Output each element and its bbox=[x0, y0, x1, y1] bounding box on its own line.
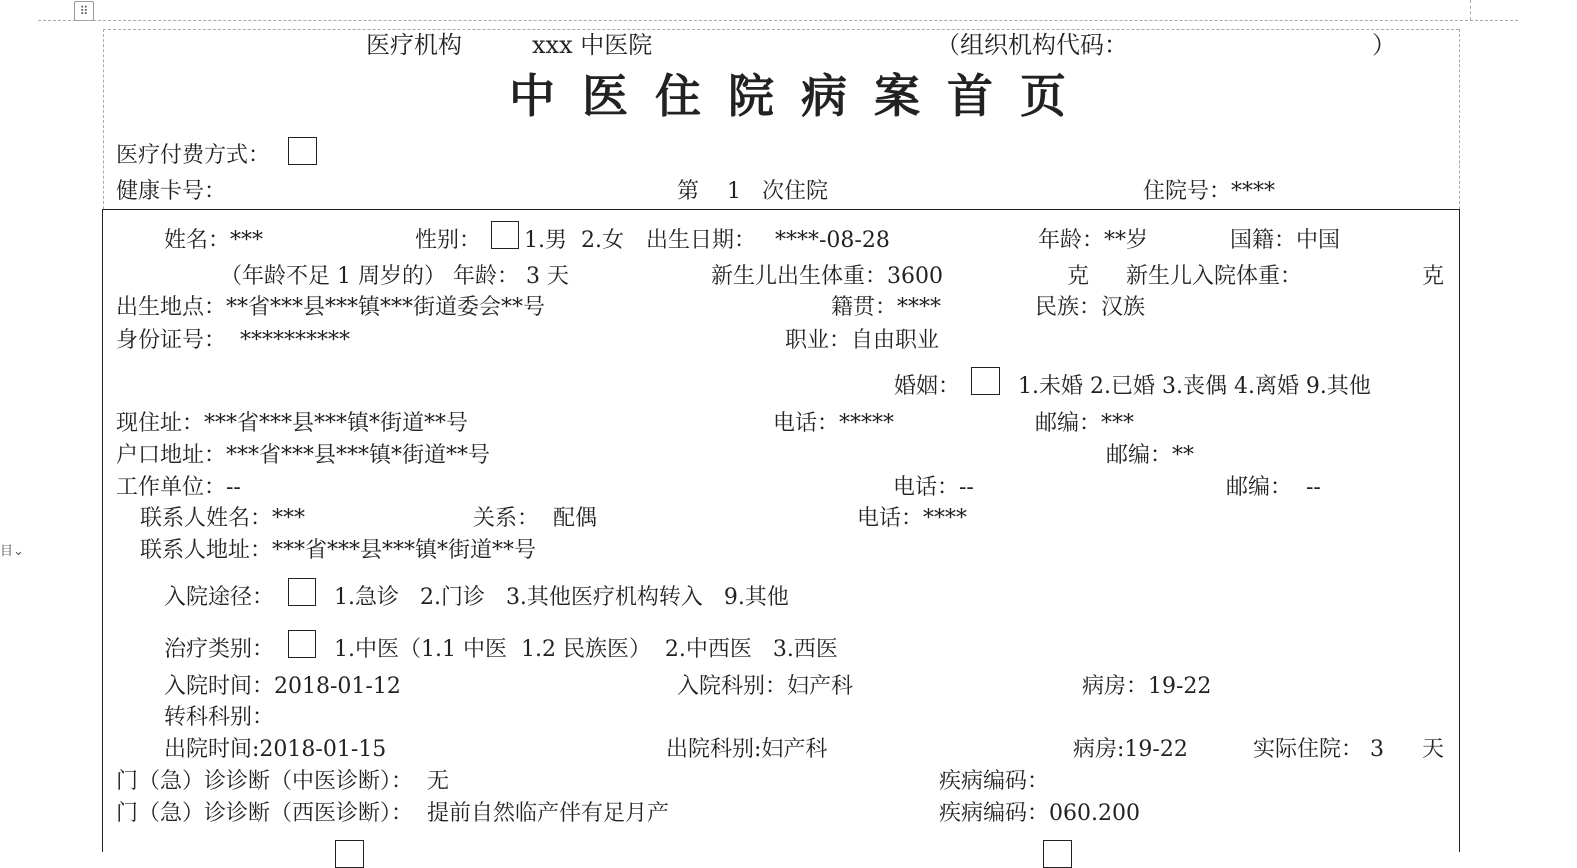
transfer-department: 转科科别： bbox=[164, 705, 275, 730]
weight-unit-1: 克 bbox=[1067, 264, 1090, 289]
next-row-checkbox-1[interactable] bbox=[335, 840, 364, 868]
admit-ward: 病房：19-22 bbox=[1082, 674, 1212, 699]
table-left-border bbox=[102, 209, 103, 852]
header-area-right bbox=[1459, 29, 1460, 209]
marriage-checkbox[interactable] bbox=[971, 367, 1000, 395]
contact-name: 联系人姓名：*** bbox=[140, 506, 306, 531]
discharge-time: 出院时间:2018-01-15 bbox=[164, 737, 387, 762]
institution-label: 医疗机构 bbox=[366, 31, 462, 59]
contact-relation: 关系： 配偶 bbox=[473, 506, 597, 531]
newborn-birth-weight: 新生儿出生体重：3600 bbox=[711, 264, 943, 289]
gender-checkbox[interactable] bbox=[491, 221, 519, 249]
discharge-department: 出院科别:妇产科 bbox=[666, 737, 828, 762]
table-move-handle[interactable]: ⠿ bbox=[74, 1, 94, 21]
right-corner-guide bbox=[1470, 0, 1471, 20]
gender-options: 1.男 2.女 bbox=[524, 228, 624, 253]
table-right-border bbox=[1459, 209, 1460, 852]
birth-date-label: 出生日期： bbox=[646, 228, 757, 253]
discharge-ward: 病房:19-22 bbox=[1073, 737, 1188, 762]
admit-department: 入院科别：妇产科 bbox=[677, 674, 854, 699]
inpatient-number: 住院号：**** bbox=[1143, 179, 1276, 204]
page-title: 中医住院病案首页 bbox=[509, 69, 1093, 123]
admission-count: 第 1 次住院 bbox=[677, 179, 828, 204]
work-postcode: 邮编： -- bbox=[1226, 475, 1321, 500]
treatment-type-options: 1.中医（1.1 中医 1.2 民族医） 2.中西医 3.西医 bbox=[334, 637, 838, 662]
current-address: 现住址：***省***县***镇*街道**号 bbox=[116, 411, 469, 436]
treatment-type-checkbox[interactable] bbox=[288, 630, 316, 658]
birth-date: ****-08-28 bbox=[775, 228, 890, 253]
nationality: 国籍：中国 bbox=[1230, 228, 1341, 253]
institution-name: xxx 中医院 bbox=[532, 31, 653, 59]
admission-route-checkbox[interactable] bbox=[288, 578, 316, 606]
work-phone: 电话：-- bbox=[893, 475, 974, 500]
current-postcode: 邮编：*** bbox=[1035, 411, 1135, 436]
tcm-diagnosis: 门（急）诊诊断（中医诊断）： 无 bbox=[116, 769, 449, 794]
admission-route-label: 入院途径： bbox=[164, 585, 275, 610]
marriage-label: 婚姻： bbox=[894, 374, 961, 399]
treatment-type-label: 治疗类别： bbox=[164, 637, 275, 662]
patient-age: 年龄：**岁 bbox=[1038, 228, 1149, 253]
household-address: 户口地址：***省***县***镇*街道**号 bbox=[116, 443, 491, 468]
top-margin-guide bbox=[38, 20, 1518, 21]
payment-method-checkbox[interactable] bbox=[288, 137, 317, 165]
weight-unit-2: 克 bbox=[1422, 264, 1445, 289]
household-postcode: 邮编：** bbox=[1106, 443, 1195, 468]
actual-stay-unit: 天 bbox=[1422, 737, 1445, 762]
payment-method-label: 医疗付费方式： bbox=[116, 143, 271, 168]
navigation-marker[interactable]: 目⌄ bbox=[0, 544, 24, 559]
work-unit: 工作单位：-- bbox=[116, 475, 241, 500]
tcm-disease-code: 疾病编码： bbox=[939, 769, 1050, 794]
org-code-label: （组织机构代码： bbox=[936, 31, 1128, 59]
birthplace: 出生地点：**省***县***镇***街道委会**号 bbox=[116, 295, 546, 320]
newborn-admit-weight-label: 新生儿入院体重： bbox=[1126, 264, 1303, 289]
patient-name: 姓名：*** bbox=[164, 228, 264, 253]
id-number: 身份证号： ********** bbox=[116, 328, 350, 353]
header-area-top bbox=[103, 29, 1459, 30]
wm-disease-code: 疾病编码：060.200 bbox=[939, 801, 1140, 826]
native-place: 籍贯：**** bbox=[831, 295, 942, 320]
contact-address: 联系人地址：***省***县***镇*街道**号 bbox=[140, 538, 537, 563]
table-top-border bbox=[102, 209, 1460, 210]
infant-age: （年龄不足 1 周岁的） 年龄： 3 天 bbox=[220, 264, 569, 289]
admission-route-options: 1.急诊 2.门诊 3.其他医疗机构转入 9.其他 bbox=[334, 585, 789, 610]
admit-time: 入院时间：2018-01-12 bbox=[164, 674, 401, 699]
marriage-options: 1.未婚 2.已婚 3.丧偶 4.离婚 9.其他 bbox=[1018, 374, 1371, 399]
wm-diagnosis: 门（急）诊诊断（西医诊断）： 提前自然临产伴有足月产 bbox=[116, 801, 669, 826]
contact-phone: 电话：**** bbox=[857, 506, 968, 531]
next-row-checkbox-2[interactable] bbox=[1043, 840, 1072, 868]
actual-stay: 实际住院： 3 bbox=[1253, 737, 1384, 762]
current-phone: 电话：***** bbox=[773, 411, 895, 436]
occupation: 职业：自由职业 bbox=[785, 328, 940, 353]
gender-label: 性别： bbox=[415, 228, 482, 253]
org-code-close: ） bbox=[1372, 31, 1396, 59]
ethnicity: 民族：汉族 bbox=[1035, 295, 1146, 320]
header-area-left bbox=[103, 29, 104, 209]
health-card-label: 健康卡号： bbox=[116, 179, 227, 204]
